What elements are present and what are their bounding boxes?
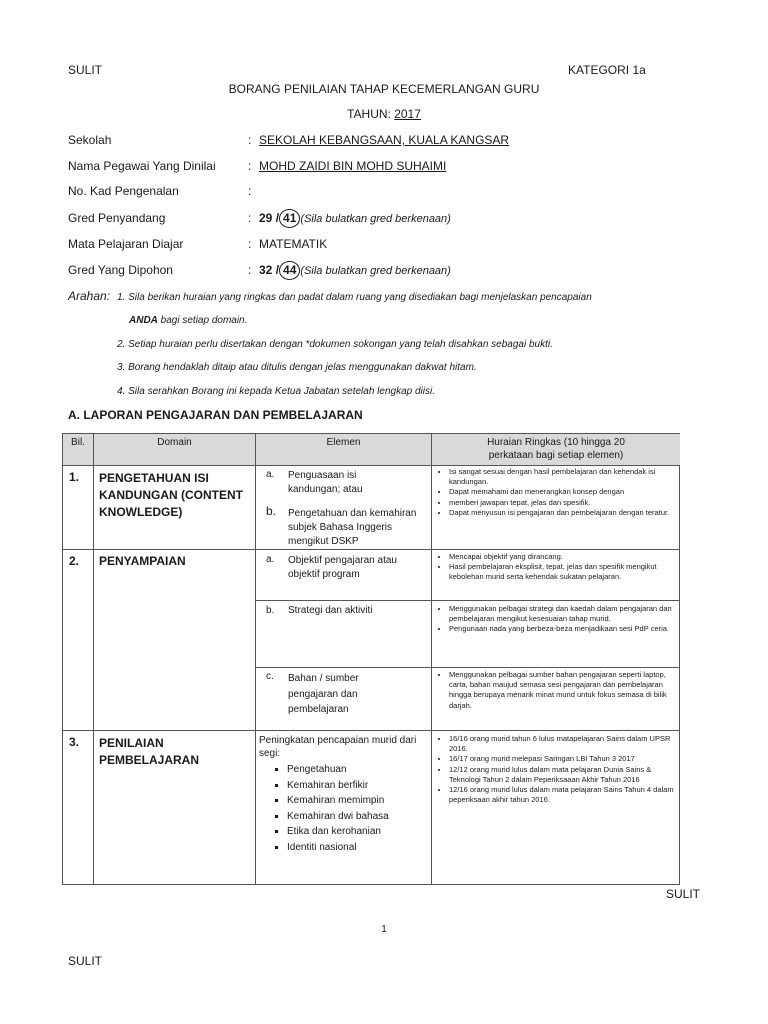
row-divider bbox=[255, 667, 679, 668]
list-item: • Hasil pembelajaran eksplisit, tepat, jelas dan spesifik mengikut kebolehan murid serta kehendak sukatan pelajaran. bbox=[449, 562, 675, 582]
subject-label: Mata Pelajaran Diajar bbox=[68, 237, 184, 251]
year-label: TAHUN: bbox=[347, 107, 391, 121]
slash: / bbox=[275, 263, 280, 277]
row-divider bbox=[63, 730, 679, 731]
applied-a: 32 bbox=[259, 263, 273, 277]
instructions-label: Arahan: bbox=[68, 289, 111, 303]
row3-domain: PENILAIAN PEMBELAJARAN bbox=[99, 736, 200, 767]
list-item: ▪ Identiti nasional bbox=[287, 840, 429, 856]
colon: : bbox=[248, 133, 252, 147]
slash: / bbox=[275, 211, 280, 225]
col-divider bbox=[93, 434, 94, 884]
row2-el-b-letter: b. bbox=[266, 605, 275, 616]
applied-grade-label: Gred Yang Dipohon bbox=[68, 263, 173, 277]
header-huraian-2: perkataan bagi setiap elemen) bbox=[488, 450, 624, 461]
instruction-1-text: Sila berikan huraian yang ringkas dan padat dalam ruang yang disediakan bagi menjelaskan pencapaian bbox=[128, 292, 592, 303]
row1-el-a-letter: a. bbox=[266, 469, 275, 480]
section-a-title: A. LAPORAN PENGAJARAN DAN PEMBELAJARAN bbox=[68, 408, 363, 422]
header-huraian-1: Huraian Ringkas (10 hingga 20 bbox=[487, 437, 625, 448]
list-item: • Menggunakan pelbagai sumber bahan pengajaran seperti laptop, carta, bahan maujud semasa sesi pengajaran dan pembelajaran hingga berupaya menarik minat murid untuk fokus semasa di bilik darjah. bbox=[449, 670, 675, 711]
header-bil: Bil. bbox=[71, 437, 85, 448]
list-item: ▪ Kemahiran dwi bahasa bbox=[287, 809, 429, 825]
name-value: MOHD ZAIDI BIN MOHD SUHAIMI bbox=[259, 159, 447, 173]
grade-label: Gred Penyandang bbox=[68, 211, 166, 225]
sulit-bottom-left: SULIT bbox=[68, 954, 103, 968]
instruction-1-cont-text: bagi setiap domain. bbox=[160, 315, 248, 326]
colon: : bbox=[248, 184, 252, 198]
ic-label: No. Kad Pengenalan bbox=[68, 184, 179, 198]
row2-el-c-letter: c. bbox=[266, 671, 274, 682]
row2-el-a-letter: a. bbox=[266, 554, 275, 565]
applied-grade-value bbox=[259, 261, 451, 280]
row2-domain: PENYAMPAIAN bbox=[99, 554, 186, 568]
subject-value: MATEMATIK bbox=[259, 237, 328, 251]
row2-el-a: Objektif pengajaran atau objektif program bbox=[288, 555, 397, 580]
list-item: • 16/17 orang murid melepasi Saringan LBI Tahun 3 2017 bbox=[449, 754, 675, 764]
instruction-1-bold: ANDA bbox=[129, 315, 158, 326]
evaluation-table bbox=[62, 433, 680, 885]
applied-note: (Sila bulatkan gred berkenaan) bbox=[300, 265, 451, 277]
row1-el-a: Penguasaan isi kandungan; atau bbox=[288, 470, 363, 495]
row3-num: 3. bbox=[69, 735, 80, 749]
row3-description bbox=[437, 734, 675, 805]
row-divider bbox=[63, 465, 679, 466]
list-item: • Isi sangat sesuai dengan hasil pembelajaran dan kehendak isi kandungan. bbox=[449, 467, 675, 487]
colon: : bbox=[248, 263, 252, 277]
row2-a-description bbox=[437, 552, 675, 583]
instruction-2: 2. Setiap huraian perlu disertakan dengan *dokumen sokongan yang telah disahkan sebagai bukti. bbox=[117, 339, 553, 350]
instruction-4: 4. Sila serahkan Borang ini kepada Ketua Jabatan setelah lengkap diisi. bbox=[117, 386, 435, 397]
header-domain: Domain bbox=[157, 437, 192, 448]
header-elemen: Elemen bbox=[326, 437, 361, 448]
list-item: • Menggunakan pelbagai strategi dan kaedah dalam pengajaran dan pembelajaran mengikut kesesuaian tahap murid. bbox=[449, 604, 675, 624]
row2-c-description bbox=[437, 670, 675, 711]
applied-b-circled: 44 bbox=[279, 261, 300, 280]
list-item: • Pengunaan nada yang berbeza-beza menjadikaan sesi PdP ceria. bbox=[449, 624, 675, 634]
year-line bbox=[0, 107, 768, 121]
row1-el-b: Pengetahuan dan kemahiran subjek Bahasa Inggeris mengikut DSKP bbox=[288, 508, 417, 547]
row1-num: 1. bbox=[69, 470, 80, 484]
list-item: • Dapat memahami dan menerangkan konsep dengan bbox=[449, 487, 675, 497]
school-label: Sekolah bbox=[68, 133, 112, 147]
list-item: ▪ Pengetahuan bbox=[287, 762, 429, 778]
row1-description bbox=[437, 467, 675, 518]
list-item: ▪ Kemahiran memimpin bbox=[287, 793, 429, 809]
row-divider bbox=[255, 600, 679, 601]
grade-value bbox=[259, 209, 451, 228]
page-number: 1 bbox=[381, 924, 387, 935]
grade-note: (Sila bulatkan gred berkenaan) bbox=[300, 213, 451, 225]
list-item: ▪ Etika dan kerohanian bbox=[287, 824, 429, 840]
list-item: ▪ Kemahiran berfikir bbox=[287, 778, 429, 794]
list-item: • Mencapai objektif yang dirancang. bbox=[449, 552, 675, 562]
row2-num: 2. bbox=[69, 554, 80, 568]
list-item: • 12/12 orang murid lulus dalam mata pelajaran Dunia Sains & Teknologi Tahun 2 dalam Peperiksaaan Akhir Tahun 2016 bbox=[449, 765, 675, 785]
list-item: • Dapat menyusun isi pengajaran dan pembelajaran dengan teratur. bbox=[449, 508, 675, 518]
list-item: • 12/16 orang murid lulus dalam mata pelajaran Sains Tahun 4 dalam peperiksaan akhir tahun 2016. bbox=[449, 785, 675, 805]
instruction-1-num: 1. bbox=[117, 292, 126, 303]
row1-el-b-letter: b. bbox=[266, 504, 277, 518]
colon: : bbox=[248, 237, 252, 251]
colon: : bbox=[248, 211, 252, 225]
instruction-1 bbox=[117, 292, 677, 303]
school-value: SEKOLAH KEBANGSAAN, KUALA KANGSAR bbox=[259, 133, 510, 147]
row3-el-intro: Peningkatan pencapaian murid dari segi: bbox=[259, 735, 417, 759]
col-divider bbox=[431, 434, 432, 884]
row2-el-b: Strategi dan aktiviti bbox=[288, 605, 373, 616]
row2-b-description bbox=[437, 604, 675, 635]
instruction-3: 3. Borang hendaklah ditaip atau ditulis dengan jelas menggunakan dakwat hitam. bbox=[117, 362, 477, 373]
year-value: 2017 bbox=[394, 107, 421, 121]
category-label: KATEGORI 1a bbox=[568, 63, 646, 77]
row1-domain: PENGETAHUAN ISI KANDUNGAN (CONTENT KNOWLEDGE) bbox=[99, 471, 243, 519]
list-item: • 16/16 orang murid tahun 6 lulus matapelajaran Sains dalam UPSR 2016. bbox=[449, 734, 675, 754]
row2-el-c: Bahan / sumber pengajaran dan pembelajaran bbox=[288, 673, 359, 715]
sulit-top-label: SULIT bbox=[68, 63, 103, 77]
form-title: BORANG PENILAIAN TAHAP KECEMERLANGAN GURU bbox=[228, 82, 540, 96]
sulit-bottom-right: SULIT bbox=[666, 887, 701, 901]
row-divider bbox=[63, 549, 679, 550]
grade-a: 29 bbox=[259, 211, 273, 225]
grade-b-circled: 41 bbox=[279, 209, 300, 228]
name-label: Nama Pegawai Yang Dinilai bbox=[68, 159, 216, 173]
instruction-1-cont bbox=[129, 315, 247, 326]
list-item: • memberi jawapan tepat, jelas dan spesifik. bbox=[449, 498, 675, 508]
col-divider bbox=[255, 434, 256, 884]
colon: : bbox=[248, 159, 252, 173]
row3-el-list bbox=[259, 760, 429, 855]
